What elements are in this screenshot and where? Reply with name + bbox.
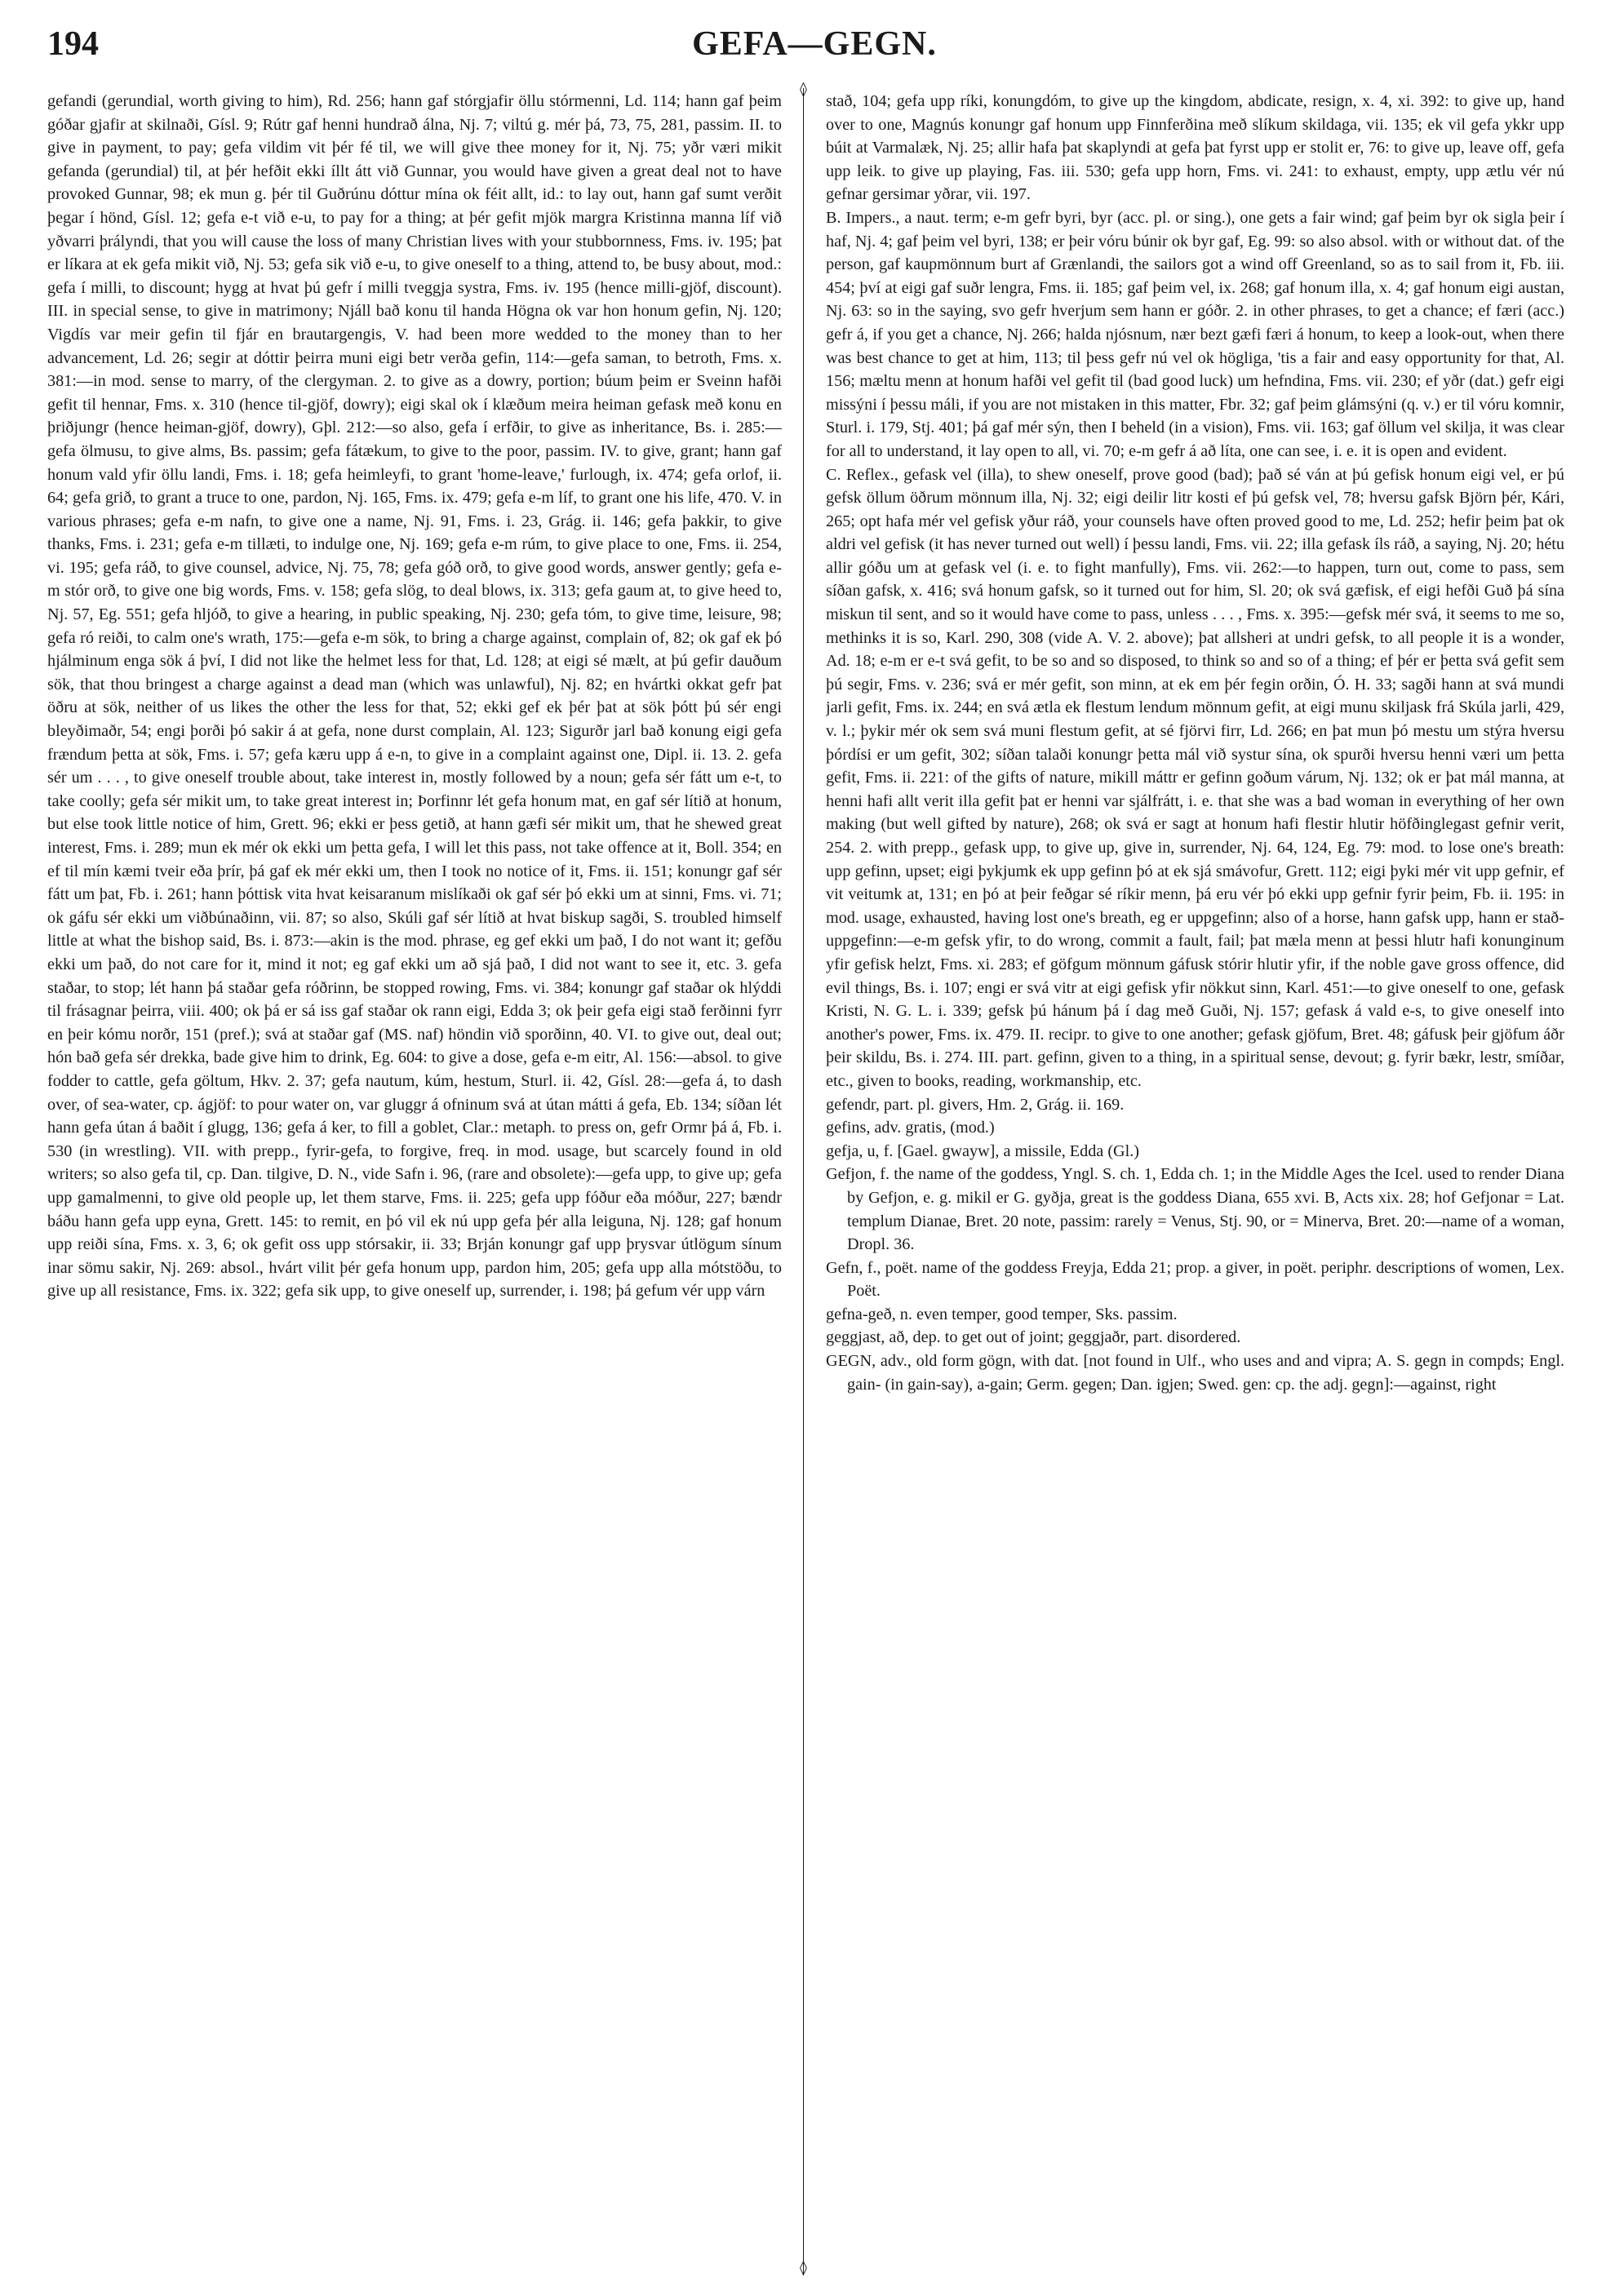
divider-top-ornament: ◊ <box>800 81 807 98</box>
entry-gegn: GEGN, adv., old form gögn, with dat. [not found in Ulf., who uses and and vipra; A. S. gegn in compds; Engl. gain- (in gain-say), a-gain; Germ. gegen; Dan. igjen; Swed. gen: cp. the adj. gegn]:—against, right <box>826 1352 1564 1394</box>
left-column <box>47 90 782 2276</box>
column-divider <box>803 88 804 2275</box>
entry-geggjast: geggjast, að, dep. to get out of joint; geggjaðr, part. disordered. <box>826 1328 1241 1347</box>
divider-bottom-ornament: ◊ <box>800 2259 807 2276</box>
entry-gefendr: gefendr, part. pl. givers, Hm. 2, Grág. ii. 169. <box>826 1095 1125 1114</box>
left-column-text: gefandi (gerundial, worth giving to him), Rd. 256; hann gaf stórgjafir öllu stórmenni, Ld. 114; hann gaf þeim góðar gjafir at skilnaði, Gísl. 9; Rútr gaf henni hundrað álna, Nj. 7; viltú g. mér þá, 73, 75, 281, passim. II. to give in payment, to pay; gefa vildim vit þér fé til, we will give thee money for it, Nj. 75; yðr væri mikit gefanda (gerundial) til, at þér hefðit ekki íllt átt við Gunnar, you would have given a great deal not to have provoked Gunnar, 98; ek mun g. þér til Guðrúnu dóttur mína ok féit allt, id.: to lay out, hann gaf sumt verðit þegar í hönd, Gísl. 12; gefa e-t við e-u, to pay for a thing; at þér gefit mjök margra Kristinna manna líf við yðvarri þrályndi, that you will cause the loss of many Christian lives with your stubbornness, Fms. iv. 195; þat er líkara at ek gefa mikit við, Nj. 53; gefa sik við e-u, to give oneself to a thing, attend to, be busy about, mod.: gefa í milli, to discount; hygg at hvat þú gefr í milli tveggja systra, Fms. iv. 195 (hence milli-gjöf, discount). III. in special sense, to give in matrimony; Njáll bað konu til handa Högna ok var hon honum gefin, Nj. 120; Vigdís var meir gefin til fjár en brautargengis, V. had been more wedded to the money than to her advancement, Ld. 26; segir at dóttir þeirra muni eigi betr verða gefin, 114:—gefa saman, to betroth, Fms. x. 381:—in mod. sense to marry, of the clergyman. 2. to give as a dowry, portion; búum þeim er Sveinn hafði gefit til hennar, Fms. x. 310 (hence til-gjöf, dowry); eigi skal ok í klæðum meira heiman gefask með konu en þriðjungr (hence heiman-gjöf, dowry), Gþl. 212:—so also, gefa í erfðir, to give as inheritance, Bs. i. 285:—gefa ölmusu, to give alms, Bs. passim; gefa fátækum, to give to the poor, passim. IV. to give, grant; hann gaf honum vald yfir öllu landi, Fms. i. 18; gefa heimleyfi, to grant 'home-leave,' furlough, ix. 474; gefa orlof, ii. 64; gefa grið, to grant a truce to one, pardon, Nj. 165, Fms. ix. 479; gefa e-m líf, to grant one his life, 470. V. in various phrases; gefa e-m nafn, to give one a name, Nj. 91, Fms. i. 23, Grág. ii. 146; gefa þakkir, to give thanks, Fms. i. 231; gefa e-m tillæti, to indulge one, Nj. 169; gefa e-m rúm, to give place to one, Fms. ii. 254, vi. 195; gefa ráð, to give counsel, advice, Nj. 75, 78; gefa góð orð, to give good words, answer gently; gefa e-m stór orð, to give one big words, Fms. v. 158; gefa slög, to deal blows, ix. 313; gefa gaum at, to give heed to, Nj. 57, Eg. 551; gefa hljóð, to give a hearing, in public speaking, Nj. 230; gefa tóm, to give time, leisure, 98; gefa ró reiði, to calm one's wrath, 175:—gefa e-m sök, to bring a charge against, complain of, 82; ok gaf ek þó hjálminum enga sök á því, I did not like the helmet less for that, Ld. 128; at eigi sé mælt, at þú gefir dauðum sök, that thou bringest a charge against a dead man (which was unlawful), Nj. 82; en hvártki okkat gefr þat öðru at sök, neither of us likes the other the less for that, 52; ekki gef ek þér þat at sök þótt þú sér engi bleyðimaðr, 54; engi þorði þó sakir á at gefa, none durst complain, Al. 123; Sigurðr jarl bað konung eigi gefa frændum þetta at sök, Fms. i. 57; gefa kæru upp á e-n, to give in a complaint against one, Dipl. ii. 13. 2. gefa sér um . . . , to give oneself trouble about, take interest in, mostly followed by a noun; gefa sér fátt um e-t, to take coolly; gefa sér mikit um, to take great interest in; Þorfinnr lét gefa honum mat, en gaf sér lítið at honum, but else took little notice of him, Grett. 96; ekki er þess getið, at hann gæfi sér mikit um, that he shewed great interest, Fms. i. 289; mun ek mér ok ekki um þetta gefa, I will let this pass, not take offence at it, Boll. 354; en ef til mín kæmi tveir eða þrír, þá gaf ek mér ekki um, then I took no notice of it, Fms. ii. 151; konungr gaf sér fátt um þat, Fb. i. 261; hann þóttisk vita hvat keisaranum mislíkaði ok gaf sér þó ekki um at sinni, Fms. vi. 71; ok gáfu sér ekki um viðbúnaðinn, vii. 87; so also, Skúli gaf sér lítið at hvat biskup sagði, S. troubled himself little at what the bishop said, Bs. i. 873:—akin is the mod. phrase, eg gef ekki um það, I do not want it; gefðu ekki um það, do not care for it, mind it not; eg gaf ekki um að sjá það, I did not want to see it, etc. 3. gefa staðar, to stop; lét hann þá staðar gefa róðrinn, be stopped rowing, Fms. vi. 384; konungr gaf staðar ok hlýddi til frásagnar þeirra, viii. 400; ok þá er sá iss gaf staðar ok rann eigi, Edda 3; ok þeir gefa eigi stað ferðinni fyrr en þeir kómu norðr, 151 (pref.); svá at staðar gaf (MS. naf) höndin við sporðinn, 40. VI. to give out, deal out; hón bað gefa sér drekka, bade give him to drink, Eg. 604: to give a dose, gefa e-m eitr, Al. 156:—absol. to give fodder to cattle, gefa göltum, Hkv. 2. 37; gefa nautum, kúm, hestum, Sturl. ii. 42, Gísl. 28:—gefa á, to dash over, of sea-water, cp. ágjöf: to pour water on, var gluggr á ofninum svá at útan mátti á gefa, Eb. 134; síðan lét hann gefa útan á baðit í glugg, 136; gefa á ker, to fill a goblet, Clar.: metaph. to press on, gefr Ormr þá á, Fb. i. 530 (in wrestling). VII. with prepp., fyrir-gefa, to forgive, freq. in mod. usage, but scarcely found in old writers; so also gefa til, cp. Dan. tilgive, D. N., vide Safn i. 96, (rare and obsolete):—gefa upp, to give up; gefa upp gamalmenni, to give old people up, let them starve, Fms. ii. 225; gefa upp fóður eða móður, 227; bændr báðu hann gefa upp eyna, Grett. 145: to remit, en þó vil ek nú upp gefa þér alla leiguna, Nj. 128; gaf honum upp reiði sína, Fms. x. 3, 6; ok gefit oss upp stórsakir, ii. 33; Brján konungr gaf upp þrysvar útlögum sínum inar sömu sakir, Nj. 269: absol., hvárt vilit þér gefa honum upp, pardon him, 205; gefa upp alla mótstöðu, to give up all resistance, Fms. ix. 322; gefa sik upp, to give oneself up, surrender, i. 198; þá gefum vér upp várn <box>47 92 782 1301</box>
entry-continuation: stað, 104; gefa upp ríki, konungdóm, to give up the kingdom, abdicate, resign, x. 4, xi. 392: to give up, hand over to one, Magnús konungr gaf honum upp Finnferðina með slíkum skildaga, vii. 135; ek vil gefa ykkr upp búit at Varmalæk, Nj. 25; allir hafa þat skaplyndi at gefa þat fyrst upp er stolit er, 76: to give up, leave off, gefa upp leik. to give up playing, Fas. iii. 530; gefa upp horn, Fms. vi. 241: to exhaust, empty, upp ætlu vér nú gefnar gersimar yðrar, vii. 197. <box>826 92 1564 204</box>
entry-gefna-ged: gefna-geð, n. even temper, good temper, Sks. passim. <box>826 1305 1178 1323</box>
entry-gefn: Gefn, f., poët. name of the goddess Freyja, Edda 21; prop. a giver, in poët. periphr. descriptions of women, Lex. Poët. <box>826 1258 1564 1301</box>
section-b-impersonal: B. Impers., a naut. term; e-m gefr byri, byr (acc. pl. or sing.), one gets a fair wind; gaf þeim byr ok sigla þeir í haf, Nj. 4; gaf þeim vel byri, 138; er þeir vóru búnir ok byr gaf, Eg. 99: so also absol. with or without dat. of the person, gaf kaupmönnum burt af Grænlandi, the sailors got a wind off Greenland, so as to sail from it, Fb. iii. 454; því at eigi gaf suðr lengra, Fms. ii. 185; gaf þeim vel, ix. 268; gaf honum illa, x. 4; gaf honum eigi austan, Nj. 63: so in the saying, svo gefr hverjum sem hann er góðr. 2. in other phrases, to get a chance; ef færi (acc.) gefr á, if you get a chance, Nj. 266; halda njósnum, nær bezt gæfi færi á honum, to keep a look-out, when there was best chance to get at him, 113; til þess gefr nú vel ok högliga, 'tis a fair and easy opportunity for that, Al. 156; mæltu menn at honum hafði vel gefit til (bad good luck) um hefndina, Fms. vii. 230; ef yðr (dat.) gefr eigi missýni í þessu máli, if you are not mistaken in this matter, Fbr. 32; gaf þeim glámsýni (q. v.) er til vóru komnir, Sturl. i. 179, Stj. 401; þá gaf mér sýn, then I beheld (in a vision), Fms. vii. 163; gaf öllum vel skilja, it was clear for all to understand, it lay open to all, vi. 70; e-m gefr á að líta, one can see, i. e. it is open and evident. <box>826 208 1564 460</box>
running-head: GEFA—GEGN. <box>692 25 937 63</box>
page-number: 194 <box>47 25 99 63</box>
section-c-reflexive: C. Reflex., gefask vel (illa), to shew oneself, prove good (bad); það sé ván at þú gefisk honum eigi vel, er þú gefsk öllum öðrum mönnum illa, Nj. 32; eigi deilir litr kosti ef þú gefsk vel, 78; hversu gafsk Björn þér, Kári, 265; opt hafa mér vel gefisk yður ráð, your counsels have often proved good to me, Ld. 252; hefir þeim þat ok aldri vel gefisk (it has never turned out well) í þessu landi, Fms. vii. 22; illa gefask íls ráð, a saying, Nj. 20; hétu allir góðu um at gefask vel (i. e. to fight manfully), Fms. vii. 262:—to happen, turn out, come to pass, sem síðan gafsk, x. 416; svá honum gafsk, so it turned out for him, Sl. 20; ok svá gæfisk, ef eigi hefði Guð þá sína miskun til sent, and so it would have come to pass, unless . . . , Fms. x. 395:—gefsk mér svá, it seems to me so, methinks it is so, Karl. 290, 308 (vide A. V. 2. above); þat allsheri at undri gefsk, to all people it is a wonder, Ad. 18; e-m er e-t svá gefit, to be so and so disposed, to think so and so of a thing; ef þér er þetta svá gefit sem þú segir, Fms. v. 236; svá er mér gefit, son minn, at ek em þér fegin orðin, Ó. H. 33; sagði hann at svá mundi jarli gefit, Fms. ix. 244; en svá ætla ek flestum lendum mönnum gefit, at eigi munu skiljask frá Skúla jarli, 429, v. l.; þykir mér ok sem svá muni flestum gefit, at sé fjörvi firr, Ld. 266; en þat mun þó mestu um stýra hversu þórdísi er um gefit, 302; síðan talaði konungr þetta mál við systur sína, ok spurði hversu henni væri um þetta gefit, Fms. ii. 221: of the gifts of nature, mikill máttr er gefinn goðum várum, Nj. 132; ok er þat mál manna, at henni hafi allt verit illa gefit þat er henni var sjálfrátt, i. e. that she was a bad woman in everything of her own making (but well gifted by nature), 268; ok svá er sagt at honum hafi flestir hlutir höfðinglegast gefnir verit, 254. 2. with prepp., gefask upp, to give up, give in, surrender, Nj. 64, 124, Eg. 79: mod. to lose one's breath: upp gefinn, upset; eigi þykjumk ek upp gefinn þó at ek sjá smávofur, Grett. 112; eigi þyki mér vit upp gefnir, ef vit veitumk at, 131; en þó at þeir feðgar sé ríkir menn, þá eru vér þó ekki upp gefnir fyrir þeim, Fb. ii. 195: in mod. usage, exhausted, having lost one's breath, eg er uppgefinn; also of a horse, hann gafsk upp, hann er stað-uppgefinn:—e-m gefsk yfir, to do wrong, commit a fault, fail; þat mæla menn at þessi hlutr hafi konunginum yfir gefisk helzt, Fms. xi. 283; ef göfgum mönnum gáfusk stórir hlutir yfir, if the noble gave gross offence, did evil things, Bs. i. 107; engi er svá vitr at eigi gefisk yfir nökkut sinn, Karl. 451:—to give oneself to one, gefask Kristi, N. G. L. i. 339; gefsk þú hánum þá í dag með Guði, Nj. 157; gefask á vald e-s, to give oneself into another's power, Fms. ix. 479. II. recipr. to give to one another; gefask gjöfum, Bret. 48; gáfusk þeir gjöfum áðr þeir skildu, Bs. i. 274. III. part. gefinn, given to a thing, in a spiritual sense, devout; g. fyrir bækr, lestr, smíðar, etc., given to books, reading, workmanship, etc. <box>826 465 1564 1090</box>
right-column <box>826 90 1564 2276</box>
entry-gefja: gefja, u, f. [Gael. gwayw], a missile, Edda (Gl.) <box>826 1141 1139 1160</box>
page-header <box>47 24 1582 73</box>
entry-gefins: gefins, adv. gratis, (mod.) <box>826 1119 995 1137</box>
entry-gefjon: Gefjon, f. the name of the goddess, Yngl. S. ch. 1, Edda ch. 1; in the Middle Ages the Icel. used to render Diana by Gefjon, e. g. mikil er G. gyðja, great is the goddess Diana, 655 xvi. B, Acts xix. 28; hof Gefjonar = Lat. templum Dianae, Bret. 20 note, passim: rarely = Venus, Stj. 90, or = Minerva, Bret. 20:—name of a woman, Dropl. 36. <box>826 1165 1564 1254</box>
